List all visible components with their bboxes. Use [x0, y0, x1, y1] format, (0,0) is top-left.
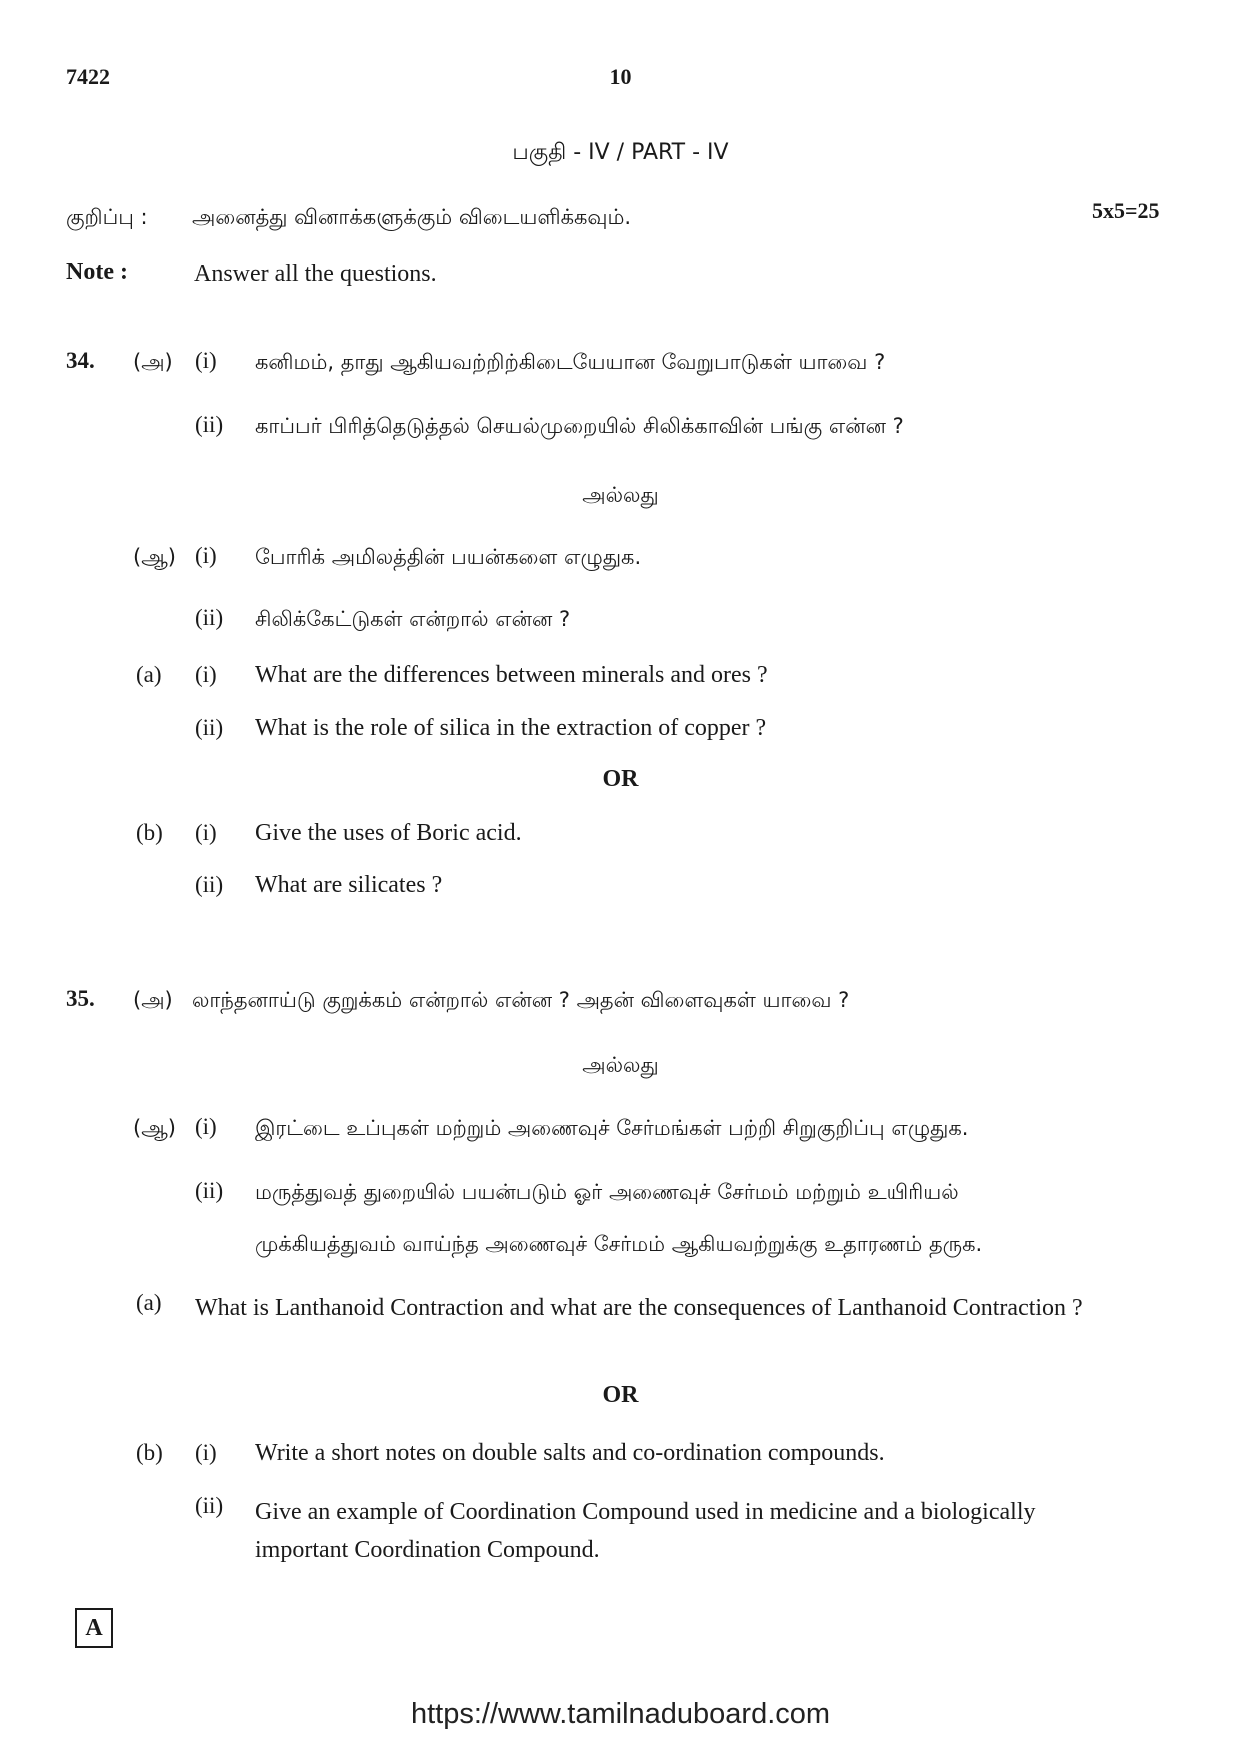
english-note-text: Answer all the questions. — [194, 261, 437, 287]
subpart-label: (ii) — [195, 412, 224, 437]
option-label: (b) — [136, 820, 163, 845]
subpart-label: (i) — [195, 348, 217, 373]
option-label: (அ) — [133, 350, 173, 374]
part-title: பகுதி - IV / PART - IV — [512, 140, 729, 165]
paper-code: 7422 — [66, 64, 110, 89]
question-number: 35. — [66, 986, 95, 1011]
question-text: What is the role of silica in the extraction of copper ? — [255, 715, 767, 741]
subpart-label: (i) — [195, 1440, 217, 1465]
or-divider: OR — [602, 766, 639, 792]
option-label: (a) — [136, 662, 162, 687]
subpart-label: (ii) — [195, 1493, 224, 1518]
option-label: (ஆ) — [133, 1116, 176, 1140]
english-note-label: Note : — [66, 259, 128, 285]
subpart-label: (i) — [195, 543, 217, 568]
subpart-label: (i) — [195, 1114, 217, 1139]
question-text: What are silicates ? — [255, 872, 443, 898]
question-text: கனிமம், தாது ஆகியவற்றிற்கிடையேயான வேறுபாடுகள் யாவை ? — [255, 350, 886, 374]
question-text: What is Lanthanoid Contraction and what are the consequences of Lanthanoid Contraction ? — [195, 1295, 1083, 1321]
marks-scheme: 5x5=25 — [1092, 198, 1160, 223]
question-text: மருத்துவத் துறையில் பயன்படும் ஓர் அணைவுச் சேர்மம் மற்றும் உயிரியல் — [255, 1180, 959, 1204]
question-text: சிலிக்கேட்டுகள் என்றால் என்ன ? — [255, 607, 571, 631]
subpart-label: (ii) — [195, 715, 224, 740]
or-divider: OR — [602, 1382, 639, 1408]
option-label: (a) — [136, 1290, 162, 1315]
subpart-label: (ii) — [195, 605, 224, 630]
question-text: காப்பர் பிரித்தெடுத்தல் செயல்முறையில் சிலிக்காவின் பங்கு என்ன ? — [255, 414, 904, 438]
option-label: (b) — [136, 1440, 163, 1465]
question-text: இரட்டை உப்புகள் மற்றும் அணைவுச் சேர்மங்கள் பற்றி சிறுகுறிப்பு எழுதுக. — [255, 1116, 969, 1140]
page-number: 10 — [609, 64, 632, 89]
question-text: What are the differences between minerals and ores ? — [255, 662, 768, 688]
tamil-note-text: அனைத்து வினாக்களுக்கும் விடையளிக்கவும். — [192, 205, 632, 229]
option-label: (ஆ) — [133, 545, 176, 569]
or-divider: அல்லது — [582, 483, 659, 507]
question-text: லாந்தனாய்டு குறுக்கம் என்றால் என்ன ? அதன் விளைவுகள் யாவை ? — [192, 988, 850, 1012]
question-text: போரிக் அமிலத்தின் பயன்களை எழுதுக. — [255, 545, 642, 569]
question-text: முக்கியத்துவம் வாய்ந்த அணைவுச் சேர்மம் ஆகியவற்றுக்கு உதாரணம் தருக. — [255, 1232, 983, 1256]
option-label: (அ) — [133, 988, 173, 1012]
subpart-label: (i) — [195, 820, 217, 845]
question-text: Write a short notes on double salts and co-ordination compounds. — [255, 1440, 885, 1466]
question-text: Give an example of Coordination Compound used in medicine and a biologically important Coordination Compound. — [255, 1499, 1036, 1563]
subpart-label: (ii) — [195, 872, 224, 897]
footer-url[interactable]: https://www.tamilnaduboard.com — [410, 1698, 831, 1730]
series-stamp: A — [75, 1608, 113, 1648]
subpart-label: (i) — [195, 662, 217, 687]
or-divider: அல்லது — [582, 1053, 659, 1077]
question-number: 34. — [66, 348, 95, 373]
question-text: Give the uses of Boric acid. — [255, 820, 522, 846]
tamil-note-label: குறிப்பு : — [66, 205, 148, 229]
subpart-label: (ii) — [195, 1178, 224, 1203]
